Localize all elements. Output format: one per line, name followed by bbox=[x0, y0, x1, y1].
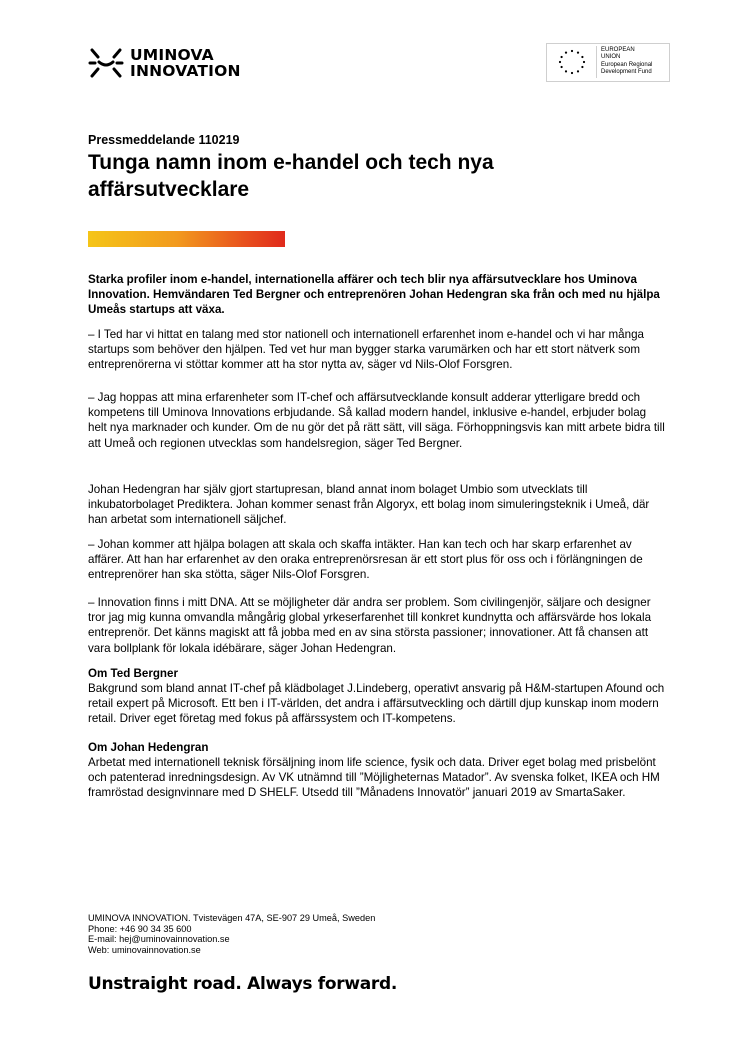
footer-contact bbox=[88, 913, 375, 955]
eu-badge-divider bbox=[596, 46, 597, 78]
footer-tagline: Unstraight road. Always forward. bbox=[88, 974, 398, 994]
eu-fund-badge bbox=[546, 43, 670, 82]
quote-paragraph-2: – Jag hoppas att mina erfarenheter som IT-chef och affärsutvecklande konsult adderar ytterligare bredd och kompetens till Uminova Innovations erbjudande. Så kallad modern handel, inklusive e-handel, erbjuder bolag helt nya marknader och kunder. Om de nu gör det på rätt sätt, vill säga. Förhoppningsvis kan mitt arbete bidra till att Umeå och regionen utvecklas som handelsregion, säger Ted Bergner. bbox=[88, 391, 665, 450]
eu-line-4: Development Fund bbox=[601, 69, 652, 76]
headline-line-2: affärsutvecklare bbox=[88, 178, 250, 201]
page-title bbox=[88, 149, 608, 203]
footer-phone: Phone: +46 90 34 35 600 bbox=[88, 923, 192, 934]
logo-wordmark bbox=[130, 47, 241, 79]
quote-paragraph-4: – Johan kommer att hjälpa bolagen att skala och skaffa intäkter. Han kan tech och har skarp erfarenhet av affärer. Att han har erfarenhet av den oraka entreprenörsresan är ett stort plus för oss och i förlängningen de entreprenörer han ska stötta, säger Nils-Olof Forsgren. bbox=[88, 538, 643, 582]
footer-address: UMINOVA INNOVATION. Tvistevägen 47A, SE-907 29 Umeå, Sweden bbox=[88, 913, 376, 923]
eu-stars-icon bbox=[557, 48, 587, 76]
eu-line-2: UNION bbox=[601, 54, 621, 61]
logo-line-1: UMINOVA bbox=[130, 46, 214, 64]
section-text-ted: Bakgrund som bland annat IT-chef på klädbolaget J.Lindeberg, operativt ansvarig på H&M-startupen Afound och retail expert på Microsoft. Ett ben i IT-världen, det andra i affärsutveckling och därtill djup kunskap inom modern retail. Driver eget företag med fokus på affärssystem och IT-kompetens. bbox=[88, 682, 665, 726]
eu-line-3: European Regional bbox=[601, 61, 653, 68]
logo-line-2: INNOVATION bbox=[130, 62, 241, 80]
headline-line-1: Tunga namn inom e-handel och tech nya bbox=[88, 151, 494, 174]
uminova-logo bbox=[88, 44, 258, 84]
footer-web: Web: uminovainnovation.se bbox=[88, 944, 201, 955]
footer-email: E-mail: hej@uminovainnovation.se bbox=[88, 934, 230, 945]
quote-paragraph-1: – I Ted har vi hittat en talang med stor nationell och internationell erfarenhet inom e-handel och vi har många startups som behöver den hjälpen. Ted vet hur man bygger starka varumärken och har ett stort nätverk som entreprenörerna vi stöttar kommer att ha stor nytta av, säger vd Nils-Olof Forsgren. bbox=[88, 328, 644, 372]
section-text-johan: Arbetat med internationell teknisk försäljning inom life science, fysik och data. Driver eget bolag med prisbelönt och patenterad inredningsdesign. Av VK utnämnd till ”Möjligheternas Matador”. Av svenska folket, IKEA och HM framröstad designvinnare med D SHELF. Utsedd till ”Månadens Innovatör” januari 2019 av SmartaSaker. bbox=[88, 756, 660, 800]
accent-gradient-bar bbox=[88, 231, 285, 247]
section-heading-ted: Om Ted Bergner bbox=[88, 667, 178, 680]
press-release-label: Pressmeddelande 110219 bbox=[88, 133, 240, 147]
body-paragraph-3: Johan Hedengran har själv gjort startupresan, bland annat inom bolaget Umbio som utvecklats till inkubatorbolaget Prediktera. Johan kommer senast från Algoryx, ett bolag inom simuleringsteknik i Umeå, där han arbetat som internationell säljchef. bbox=[88, 483, 650, 527]
section-heading-johan: Om Johan Hedengran bbox=[88, 741, 209, 754]
uminova-logo-mark-icon bbox=[88, 44, 124, 82]
eu-line-1: EUROPEAN bbox=[601, 47, 635, 53]
lead-paragraph: Starka profiler inom e-handel, internationella affärer och tech blir nya affärsutvecklare hos Uminova Innovation. Hemvändaren Ted Bergner och entreprenören Johan Hedengran ska från och med nu hjälpa Umeås startups att växa. bbox=[88, 273, 660, 317]
quote-paragraph-5: – Innovation finns i mitt DNA. Att se möjligheter där andra ser problem. Som civilingenjör, säljare och designer tror jag mig kunna omvandla mångårig global yrkeserfarenhet till konkret kundnytta och affärsvärde hos lokala entreprenör. Det känns magiskt att få jobba med en av sina största passioner; innovationer. Att få chansen att vara bollplank för lokala idébärare, säger Johan Hedengran. bbox=[88, 596, 652, 655]
eu-badge-text bbox=[601, 47, 652, 77]
